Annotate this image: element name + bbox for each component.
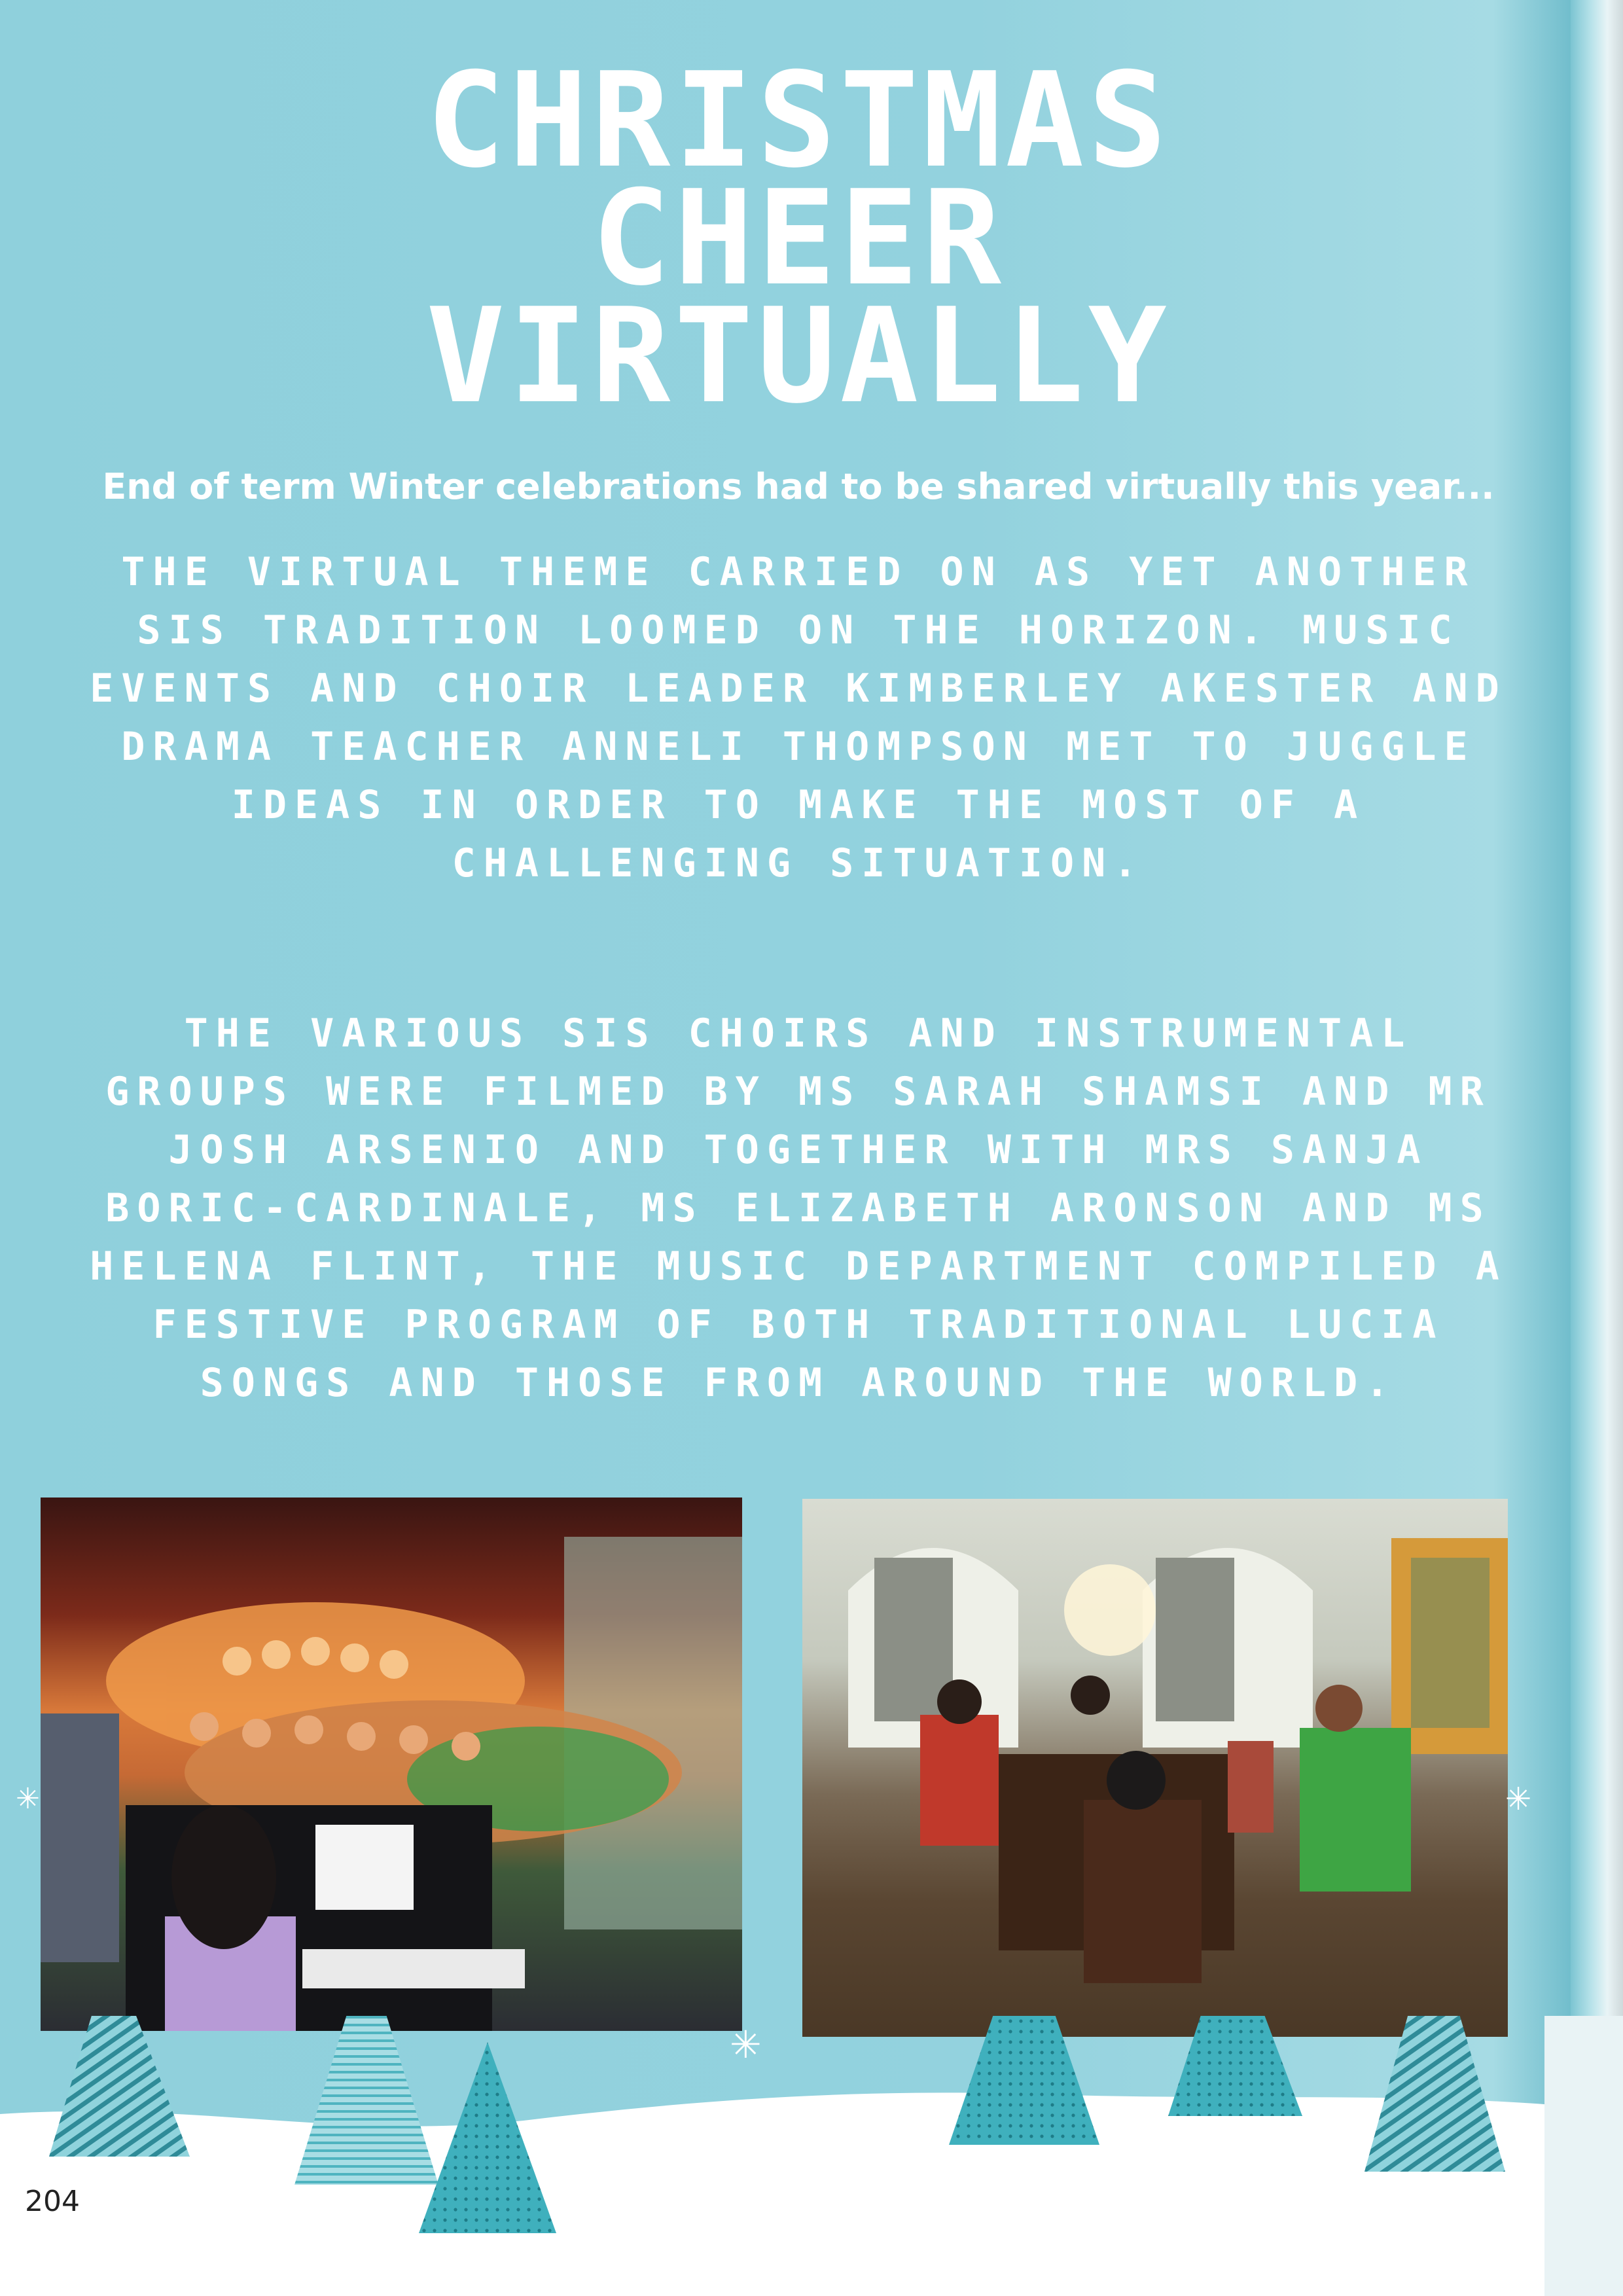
snowflake-icon: ✳ xyxy=(16,1782,40,1816)
tree-dotted-center xyxy=(949,2016,1099,2145)
snowflake-icon: ✳ xyxy=(730,2022,762,2067)
dinner-scene-illustration xyxy=(802,1499,1508,2037)
title-line-1: CHRISTMAS xyxy=(426,45,1171,197)
title-line-2: CHEER xyxy=(591,162,1006,315)
choir-performance-illustration xyxy=(41,1498,742,2031)
tree-striped-right xyxy=(1364,2016,1505,2172)
tree-dotted-right xyxy=(1168,2016,1302,2116)
article-paragraph-2: THE VARIOUS SIS CHOIRS AND INSTRUMENTAL GROUPS WERE FILMED BY MS SARAH SHAMSI AND MR JOSH ARSENIO AND TOGETHER WITH MRS SANJA BORIC-CARDINALE, MS ELIZABETH ARONSON AND MS HELENA FLINT, THE MUSIC DEPARTMENT COMPILED A FESTIVE PROGRAM OF BOTH TRADITIONAL LUCIA SONGS AND THOSE FROM AROUND THE WORLD. xyxy=(90,1011,1507,1406)
snowy-trees-decoration xyxy=(0,2016,1623,2296)
page-title xyxy=(0,45,1597,433)
subtitle: End of term Winter celebrations had to be shared virtually this year... xyxy=(102,466,1495,507)
choir-performance-photo xyxy=(41,1498,742,2031)
snowflake-icon: ✳ xyxy=(1505,1781,1532,1818)
dinner-scene-photo xyxy=(802,1499,1508,2037)
article-paragraph-1: THE VIRTUAL THEME CARRIED ON AS YET ANOTHER SIS TRADITION LOOMED ON THE HORIZON. MUSIC EVENTS AND CHOIR LEADER KIMBERLEY AKESTER AND DRAMA TEACHER ANNELI THOMPSON MET TO JUGGLE IDEAS IN ORDER TO MAKE THE MOST OF A CHALLENGING SITUATION. xyxy=(90,549,1507,886)
tree-striped-left xyxy=(49,2016,190,2157)
tree-lined-left xyxy=(294,2016,438,2185)
title-line-3: VIRTUALLY xyxy=(426,280,1171,433)
page-number: 204 xyxy=(25,2185,80,2218)
